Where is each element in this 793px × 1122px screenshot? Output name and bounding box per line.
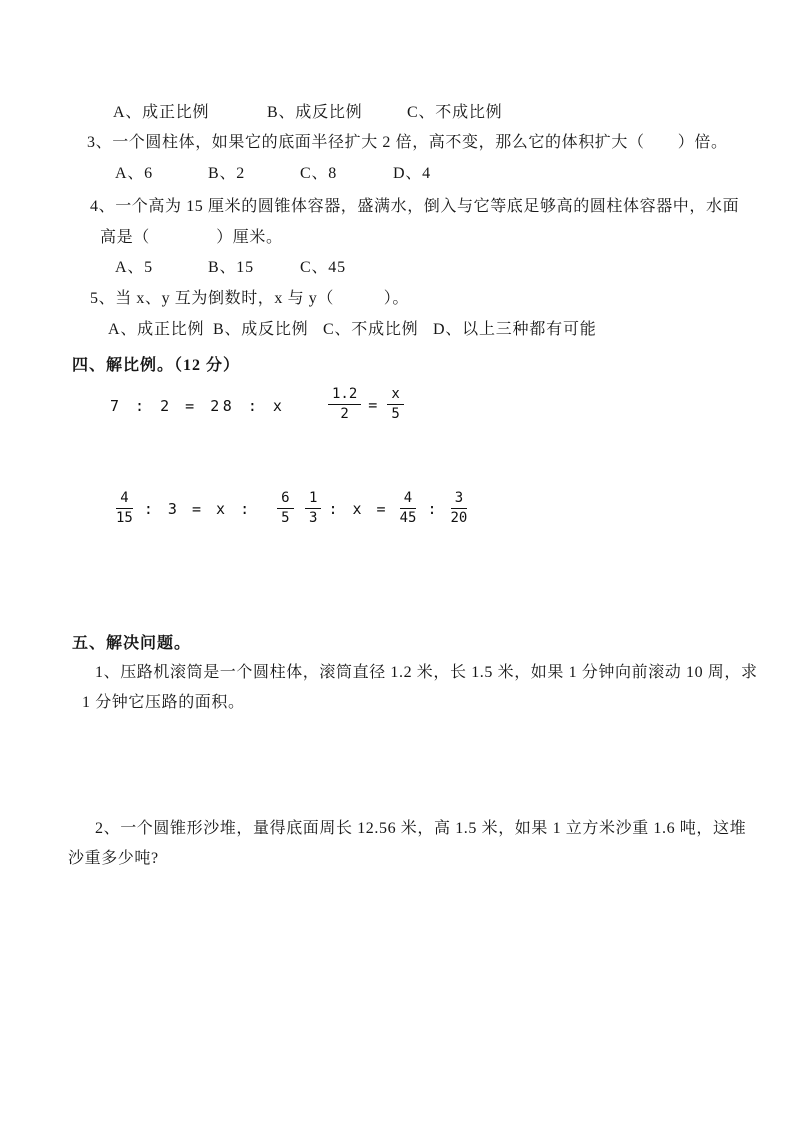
q3-option-b: B、2 <box>208 165 246 182</box>
numerator: x <box>387 386 403 405</box>
q2-option-b: B、成反比例 <box>267 104 363 121</box>
q2-option-a: A、成正比例 <box>113 104 210 121</box>
proportion-eq2 <box>328 386 404 423</box>
denominator: 15 <box>116 510 133 526</box>
fraction <box>277 490 293 527</box>
equation-middle: : 3 = x : <box>143 499 253 518</box>
q4-option-b: B、15 <box>208 259 254 276</box>
proportion-eq1: 7 : 2 = 28 : x <box>110 397 286 415</box>
denominator: 2 <box>340 406 349 422</box>
q4-option-a: A、5 <box>115 259 153 276</box>
q4-options-row <box>0 257 793 278</box>
numerator: 1 <box>305 490 321 509</box>
section-5-heading: 五、解决问题。 <box>72 635 192 652</box>
question-4-text-line2: 高是（ ）厘米。 <box>100 229 283 246</box>
fraction <box>112 490 137 527</box>
q3-option-d: D、4 <box>393 165 431 182</box>
fraction <box>305 490 321 527</box>
q3-option-a: A、6 <box>115 165 153 182</box>
denominator: 45 <box>399 510 417 526</box>
question-3-text: 3、一个圆柱体，如果它的底面半径扩大 2 倍，高不变，那么它的体积扩大（ ）倍。 <box>87 134 728 151</box>
problem-1-text-line1: 1、压路机滚筒是一个圆柱体，滚筒直径 1.2 米，长 1.5 米，如果 1 分钟向前滚动 10 周，求 <box>95 664 758 681</box>
problem-1-text-line2: 1 分钟它压路的面积。 <box>82 694 245 711</box>
q3-options-row <box>0 163 793 184</box>
denominator: 5 <box>391 406 400 422</box>
colon-sign: : <box>427 499 440 518</box>
question-5-text: 5、当 x、y 互为倒数时，x 与 y（ ）。 <box>90 290 410 307</box>
question-4-text-line1: 4、一个高为 15 厘米的圆锥体容器，盛满水，倒入与它等底足够高的圆柱体容器中，水面 <box>90 198 740 215</box>
denominator: 3 <box>309 510 318 526</box>
q5-option-a: A、成正比例 <box>108 321 205 338</box>
q5-option-b: B、成反比例 <box>213 321 309 338</box>
q5-option-d: D、以上三种都有可能 <box>433 321 597 338</box>
numerator: 1.2 <box>328 386 361 405</box>
proportion-eq3 <box>112 490 294 527</box>
equals-sign: = <box>368 395 381 414</box>
denominator: 20 <box>450 510 468 526</box>
numerator: 3 <box>451 490 467 509</box>
fraction <box>328 386 361 423</box>
numerator: 6 <box>277 490 293 509</box>
fraction <box>446 490 471 527</box>
fraction <box>387 386 403 423</box>
q3-option-c: C、8 <box>300 165 338 182</box>
section-4-heading: 四、解比例。（12 分） <box>72 357 241 374</box>
q4-option-c: C、45 <box>300 259 346 276</box>
q2-options-row <box>0 102 793 123</box>
q2-option-c: C、不成比例 <box>407 104 503 121</box>
problem-2-text-line1: 2、一个圆锥形沙堆，量得底面周长 12.56 米，高 1.5 米，如果 1 立方米沙重 1.6 吨，这堆 <box>95 820 747 837</box>
problem-2-text-line2: 沙重多少吨? <box>68 850 159 867</box>
numerator: 4 <box>400 490 416 509</box>
proportion-eq4 <box>305 490 471 527</box>
denominator: 5 <box>281 510 290 526</box>
equation-middle: : x = <box>328 499 389 518</box>
numerator: 4 <box>116 490 132 509</box>
fraction <box>396 490 421 527</box>
q5-options-row <box>0 319 793 340</box>
q5-option-c: C、不成比例 <box>323 321 419 338</box>
